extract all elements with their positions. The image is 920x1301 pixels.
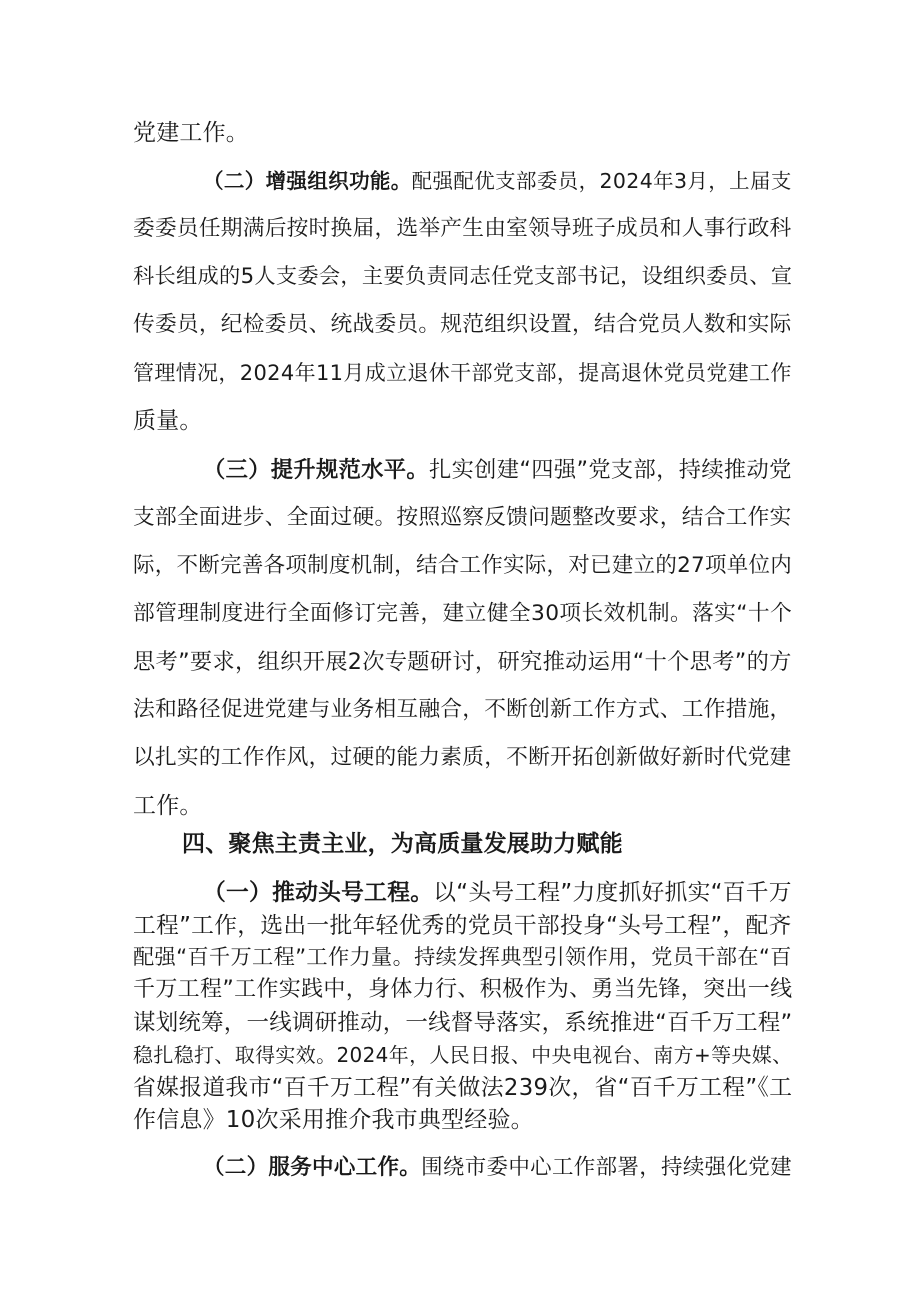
text-line: 思考”要求，组织开展2次专题研讨，研究推动运用“十个思考”的方 xyxy=(133,649,792,675)
text-line: 以扎实的工作作风，过硬的能力素质，不断开拓创新做好新时代党建 xyxy=(133,745,792,770)
text-line: 千万工程”工作实践中，身体力行、积极作为、勇当先锋，突出一线 xyxy=(133,977,793,1002)
section-heading-text: 四、聚焦主责主业，为高质量发展助力赋能 xyxy=(182,831,623,857)
text-line: 部管理制度进行全面修订完善，建立健全30项长效机制。落实“十个 xyxy=(133,601,793,626)
text-line: 传委员，纪检委员、统战委员。规范组织设置，结合党员人数和实际 xyxy=(133,312,792,337)
text-line: 委委员任期满后按时换届，选举产生由室领导班子成员和人事行政科 xyxy=(133,216,792,241)
text-line: 法和路径促进党建与业务相互融合，不断创新工作方式、工作措施， xyxy=(133,697,792,722)
text-line: 际，不断完善各项制度机制，结合工作实际，对已建立的27项单位内 xyxy=(133,553,793,578)
text-line: 稳扎稳打、取得实效。2024年，人民日报、中央电视台、南方+等央媒、 xyxy=(133,1043,793,1067)
heading-line: （二）增强组织功能。配强配优支部委员，2024年3月，上届支 xyxy=(203,169,792,193)
text-line: 工作。 xyxy=(133,793,203,819)
subheading-lead: （一）推动头号工程。 xyxy=(203,880,434,906)
text-line: 科长组成的5人支委会，主要负责同志任党支部书记，设组织委员、宣 xyxy=(133,264,793,289)
text-line: 党建工作。 xyxy=(133,120,249,146)
subheading-lead: （三）提升规范水平。 xyxy=(203,457,429,483)
text-line: 谋划统筹，一线调研推动，一线督导落实，系统推进“百千万工程” xyxy=(133,1010,793,1036)
heading-line: （三）提升规范水平。扎实创建“四强”党支部，持续推动党 xyxy=(203,457,792,483)
heading-line: （一）推动头号工程。以“头号工程”力度抓好抓实“百千万 xyxy=(203,880,792,906)
subheading-lead: （二）增强组织功能。 xyxy=(203,169,412,193)
subheading-lead: （二）服务中心工作。 xyxy=(203,1155,422,1180)
text-line: 支部全面进步、全面过硬。按照巡察反馈问题整改要求，结合工作实 xyxy=(133,505,792,530)
text-line: 省媒报道我市“百千万工程”有关做法239次，省“百千万工程”《工 xyxy=(133,1075,793,1101)
text-line: 工程”工作，选出一批年轻优秀的党员干部投身“头号工程”，配齐 xyxy=(133,913,792,939)
text-line: 配强“百千万工程”工作力量。持续发挥典型引领作用，党员干部在“百 xyxy=(133,945,792,970)
text-line: 质量。 xyxy=(133,408,203,434)
text-line: 作信息》10次采用推介我市典型经验。 xyxy=(133,1107,534,1133)
text-line: 管理情况，2024年11月成立退休干部党支部，提高退休党员党建工作 xyxy=(133,361,792,385)
section-heading xyxy=(182,829,623,859)
heading-line: （二）服务中心工作。围绕市委中心工作部署，持续强化党建 xyxy=(203,1155,792,1180)
